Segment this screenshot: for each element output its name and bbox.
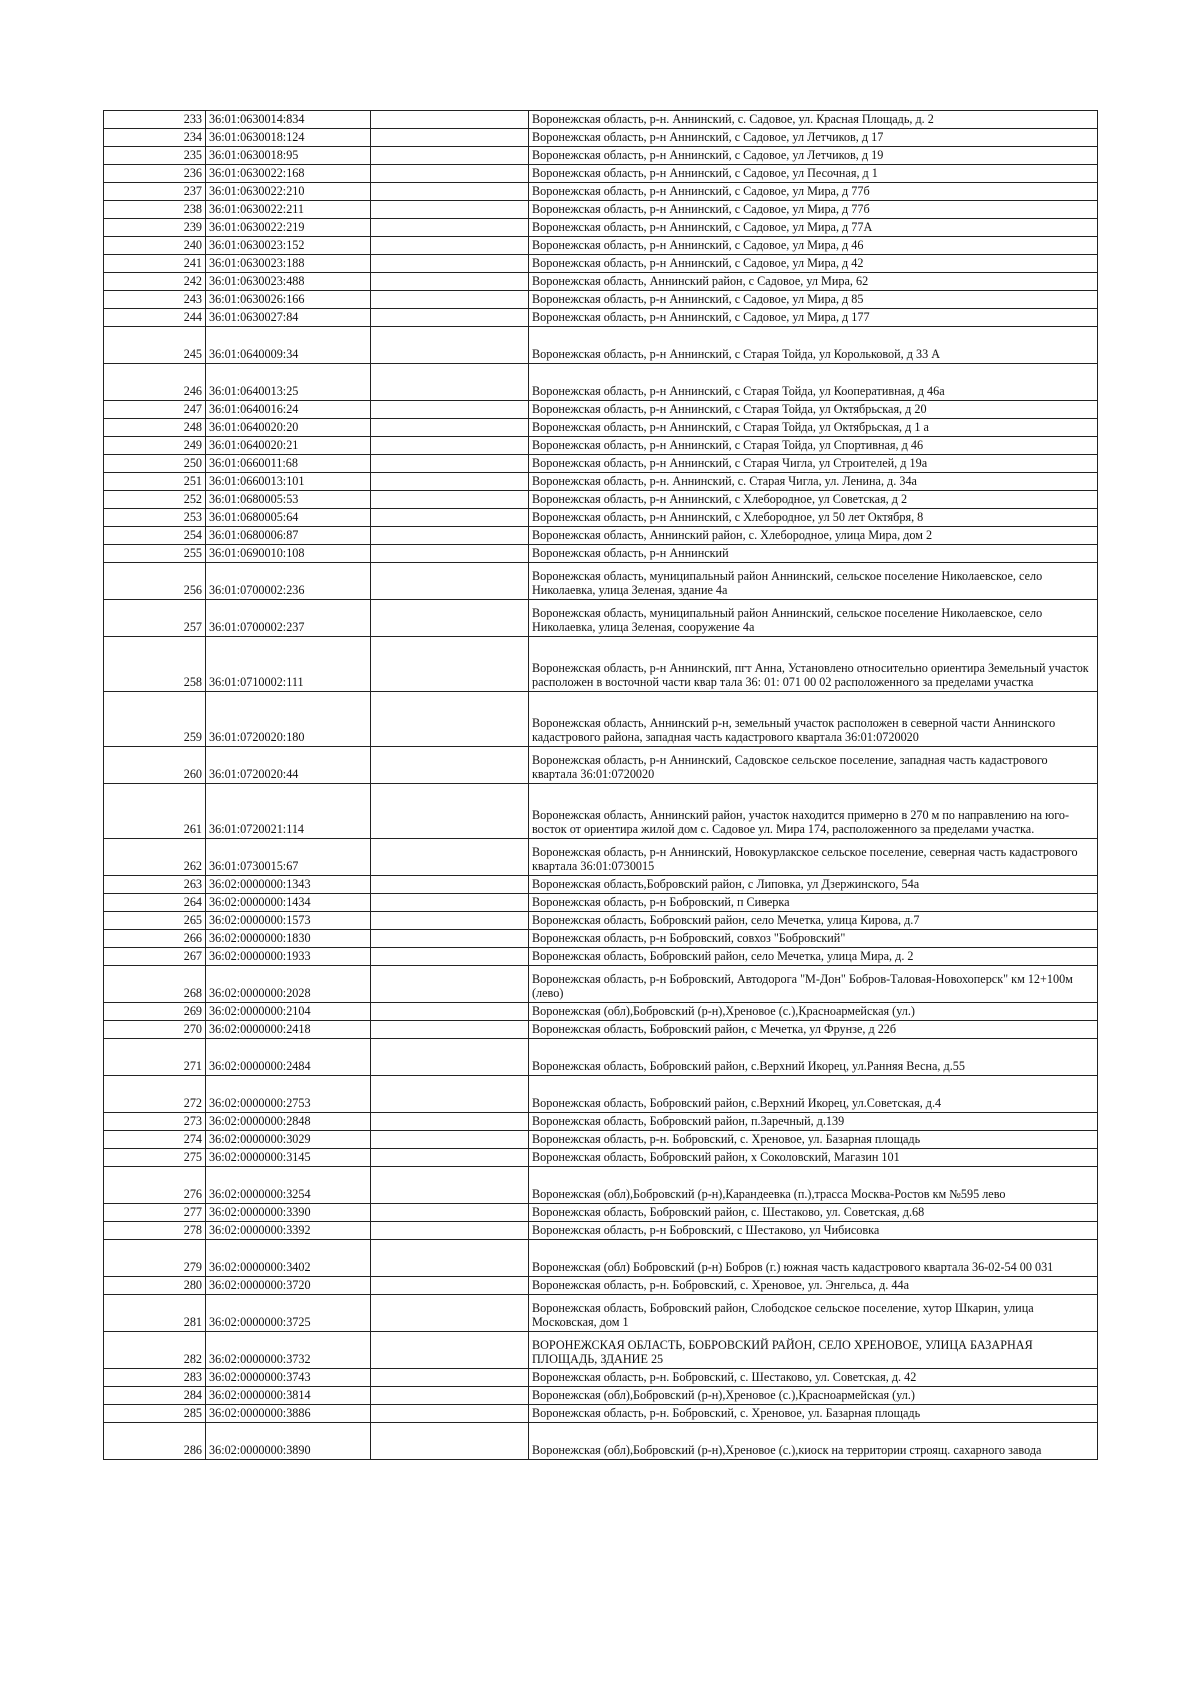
empty-cell — [371, 455, 529, 473]
table-row — [104, 527, 1098, 545]
table-row — [104, 1039, 1098, 1076]
address-cell: Воронежская область, р-н Бобровский, п Сиверка — [529, 894, 1098, 912]
empty-cell — [371, 473, 529, 491]
table-row — [104, 894, 1098, 912]
row-number-cell: 242 — [104, 273, 206, 291]
address-cell: Воронежская область, муниципальный район Аннинский, сельское поселение Николаевское, село Николаевка, улица Зеленая, сооружение 4а — [529, 600, 1098, 637]
empty-cell — [371, 327, 529, 364]
cadastral-registry-table — [103, 110, 1098, 1460]
table-row — [104, 1423, 1098, 1460]
address-cell: Воронежская (обл),Бобровский (р-н),Хреновое (с.),киоск на территории строящ. сахарного завода — [529, 1423, 1098, 1460]
cadastral-number-cell: 36:01:0680005:64 — [206, 509, 371, 527]
cadastral-number-cell: 36:02:0000000:3390 — [206, 1204, 371, 1222]
table-row — [104, 437, 1098, 455]
row-number-cell: 257 — [104, 600, 206, 637]
cadastral-number-cell: 36:02:0000000:3814 — [206, 1387, 371, 1405]
row-number-cell: 260 — [104, 747, 206, 784]
cadastral-number-cell: 36:01:0640009:34 — [206, 327, 371, 364]
row-number-cell: 253 — [104, 509, 206, 527]
cadastral-number-cell: 36:02:0000000:1434 — [206, 894, 371, 912]
address-cell: Воронежская область, Бобровский район, с Мечетка, ул Фрунзе, д 22б — [529, 1021, 1098, 1039]
row-number-cell: 245 — [104, 327, 206, 364]
row-number-cell: 237 — [104, 183, 206, 201]
cadastral-number-cell: 36:01:0690010:108 — [206, 545, 371, 563]
row-number-cell: 233 — [104, 111, 206, 129]
empty-cell — [371, 201, 529, 219]
cadastral-number-cell: 36:01:0640013:25 — [206, 364, 371, 401]
table-row — [104, 692, 1098, 747]
row-number-cell: 271 — [104, 1039, 206, 1076]
table-row — [104, 1113, 1098, 1131]
row-number-cell: 256 — [104, 563, 206, 600]
cadastral-number-cell: 36:02:0000000:3402 — [206, 1240, 371, 1277]
empty-cell — [371, 1423, 529, 1460]
cadastral-number-cell: 36:01:0630022:210 — [206, 183, 371, 201]
address-cell: Воронежская область, р-н. Бобровский, с. Хреновое, ул. Базарная площадь — [529, 1131, 1098, 1149]
address-cell: Воронежская область, р-н Аннинский, с Старая Тойда, ул Октябрьская, д 1 а — [529, 419, 1098, 437]
row-number-cell: 269 — [104, 1003, 206, 1021]
address-cell: Воронежская область, р-н Аннинский, пгт Анна, Установлено относительно ориентира Земельный участок расположен в восточной части квар тала 36: 01: 071 00 02 расположенного за пределами участка — [529, 637, 1098, 692]
cadastral-number-cell: 36:02:0000000:2418 — [206, 1021, 371, 1039]
row-number-cell: 248 — [104, 419, 206, 437]
empty-cell — [371, 545, 529, 563]
table-row — [104, 1204, 1098, 1222]
empty-cell — [371, 600, 529, 637]
empty-cell — [371, 1204, 529, 1222]
cadastral-number-cell: 36:01:0630026:166 — [206, 291, 371, 309]
table-row — [104, 1387, 1098, 1405]
empty-cell — [371, 509, 529, 527]
empty-cell — [371, 364, 529, 401]
cadastral-number-cell: 36:02:0000000:3145 — [206, 1149, 371, 1167]
row-number-cell: 244 — [104, 309, 206, 327]
cadastral-number-cell: 36:01:0710002:111 — [206, 637, 371, 692]
row-number-cell: 274 — [104, 1131, 206, 1149]
empty-cell — [371, 1222, 529, 1240]
table-row — [104, 1277, 1098, 1295]
table-row — [104, 1131, 1098, 1149]
row-number-cell: 249 — [104, 437, 206, 455]
table-row — [104, 291, 1098, 309]
table-row — [104, 563, 1098, 600]
cadastral-number-cell: 36:02:0000000:3254 — [206, 1167, 371, 1204]
empty-cell — [371, 1131, 529, 1149]
table-row — [104, 1240, 1098, 1277]
table-row — [104, 201, 1098, 219]
table-row — [104, 912, 1098, 930]
table-row — [104, 1021, 1098, 1039]
address-cell: Воронежская область, р-н Аннинский, с Старая Тойда, ул Спортивная, д 46 — [529, 437, 1098, 455]
address-cell: Воронежская область, р-н Аннинский, с Садовое, ул Песочная, д 1 — [529, 165, 1098, 183]
empty-cell — [371, 1405, 529, 1423]
table-row — [104, 966, 1098, 1003]
address-cell: Воронежская область, р-н Аннинский, с Хлебородное, ул Советская, д 2 — [529, 491, 1098, 509]
address-cell: Воронежская область, Бобровский район, Слободское сельское поселение, хутор Шкарин, улица Московская, дом 1 — [529, 1295, 1098, 1332]
address-cell: Воронежская область, р-н. Аннинский, с. Садовое, ул. Красная Площадь, д. 2 — [529, 111, 1098, 129]
empty-cell — [371, 291, 529, 309]
row-number-cell: 241 — [104, 255, 206, 273]
empty-cell — [371, 1387, 529, 1405]
cadastral-number-cell: 36:02:0000000:3720 — [206, 1277, 371, 1295]
cadastral-number-cell: 36:01:0720020:180 — [206, 692, 371, 747]
row-number-cell: 246 — [104, 364, 206, 401]
address-cell: Воронежская область, р-н Аннинский, Садовское сельское поселение, западная часть кадастрового квартала 36:01:0720020 — [529, 747, 1098, 784]
empty-cell — [371, 1076, 529, 1113]
address-cell: Воронежская область, Аннинский район, с. Хлебородное, улица Мира, дом 2 — [529, 527, 1098, 545]
cadastral-number-cell: 36:02:0000000:1830 — [206, 930, 371, 948]
address-cell: Воронежская (обл),Бобровский (р-н),Хреновое (с.),Красноармейская (ул.) — [529, 1003, 1098, 1021]
empty-cell — [371, 894, 529, 912]
cadastral-number-cell: 36:01:0730015:67 — [206, 839, 371, 876]
table-row — [104, 255, 1098, 273]
table-row — [104, 839, 1098, 876]
empty-cell — [371, 1295, 529, 1332]
address-cell: Воронежская (обл) Бобровский (р-н) Бобров (г.) южная часть кадастрового квартала 36-02-54 00 031 — [529, 1240, 1098, 1277]
row-number-cell: 266 — [104, 930, 206, 948]
row-number-cell: 273 — [104, 1113, 206, 1131]
empty-cell — [371, 219, 529, 237]
address-cell: Воронежская (обл),Бобровский (р-н),Карандеевка (п.),трасса Москва-Ростов км №595 лево — [529, 1167, 1098, 1204]
row-number-cell: 264 — [104, 894, 206, 912]
cadastral-number-cell: 36:01:0630022:168 — [206, 165, 371, 183]
table-row — [104, 1222, 1098, 1240]
row-number-cell: 234 — [104, 129, 206, 147]
cadastral-number-cell: 36:01:0700002:236 — [206, 563, 371, 600]
row-number-cell: 284 — [104, 1387, 206, 1405]
table-row — [104, 219, 1098, 237]
row-number-cell: 281 — [104, 1295, 206, 1332]
row-number-cell: 286 — [104, 1423, 206, 1460]
address-cell: Воронежская область, р-н. Бобровский, с. Хреновое, ул. Базарная площадь — [529, 1405, 1098, 1423]
row-number-cell: 272 — [104, 1076, 206, 1113]
table-row — [104, 545, 1098, 563]
empty-cell — [371, 1167, 529, 1204]
table-row — [104, 509, 1098, 527]
empty-cell — [371, 1149, 529, 1167]
table-row — [104, 129, 1098, 147]
empty-cell — [371, 1277, 529, 1295]
empty-cell — [371, 1240, 529, 1277]
address-cell: Воронежская область, р-н Аннинский, с Старая Чигла, ул Строителей, д 19а — [529, 455, 1098, 473]
address-cell: Воронежская область, р-н Аннинский, с Старая Тойда, ул Корольковой, д 33 А — [529, 327, 1098, 364]
row-number-cell: 240 — [104, 237, 206, 255]
address-cell: Воронежская область, р-н Аннинский, с Садовое, ул Летчиков, д 19 — [529, 147, 1098, 165]
empty-cell — [371, 273, 529, 291]
row-number-cell: 236 — [104, 165, 206, 183]
empty-cell — [371, 183, 529, 201]
cadastral-number-cell: 36:01:0630023:188 — [206, 255, 371, 273]
empty-cell — [371, 966, 529, 1003]
table-row — [104, 1369, 1098, 1387]
cadastral-number-cell: 36:01:0630023:488 — [206, 273, 371, 291]
empty-cell — [371, 491, 529, 509]
cadastral-number-cell: 36:02:0000000:1933 — [206, 948, 371, 966]
cadastral-number-cell: 36:01:0660013:101 — [206, 473, 371, 491]
row-number-cell: 238 — [104, 201, 206, 219]
row-number-cell: 247 — [104, 401, 206, 419]
row-number-cell: 235 — [104, 147, 206, 165]
address-cell: Воронежская область, р-н Бобровский, с Шестаково, ул Чибисовка — [529, 1222, 1098, 1240]
row-number-cell: 277 — [104, 1204, 206, 1222]
cadastral-number-cell: 36:01:0630018:95 — [206, 147, 371, 165]
row-number-cell: 279 — [104, 1240, 206, 1277]
address-cell: Воронежская область, Бобровский район, с.Верхний Икорец, ул.Советская, д.4 — [529, 1076, 1098, 1113]
empty-cell — [371, 912, 529, 930]
table-row — [104, 455, 1098, 473]
table-row — [104, 309, 1098, 327]
cadastral-number-cell: 36:02:0000000:3725 — [206, 1295, 371, 1332]
cadastral-number-cell: 36:01:0630018:124 — [206, 129, 371, 147]
empty-cell — [371, 930, 529, 948]
address-cell: Воронежская область, р-н Аннинский, с Старая Тойда, ул Кооперативная, д 46а — [529, 364, 1098, 401]
address-cell: Воронежская область, муниципальный район Аннинский, сельское поселение Николаевское, село Николаевка, улица Зеленая, здание 4а — [529, 563, 1098, 600]
cadastral-number-cell: 36:01:0640020:20 — [206, 419, 371, 437]
table-row — [104, 165, 1098, 183]
empty-cell — [371, 1332, 529, 1369]
cadastral-number-cell: 36:01:0700002:237 — [206, 600, 371, 637]
table-row — [104, 1167, 1098, 1204]
cadastral-number-cell: 36:02:0000000:3886 — [206, 1405, 371, 1423]
table-row — [104, 1003, 1098, 1021]
cadastral-number-cell: 36:01:0680005:53 — [206, 491, 371, 509]
address-cell: Воронежская область, р-н Аннинский, с Хлебородное, ул 50 лет Октября, 8 — [529, 509, 1098, 527]
address-cell: Воронежская область, р-н Аннинский, Новокурлакское сельское поселение, северная часть кадастрового квартала 36:01:0730015 — [529, 839, 1098, 876]
row-number-cell: 261 — [104, 784, 206, 839]
table-row — [104, 637, 1098, 692]
address-cell: Воронежская область, Бобровский район, с. Шестаково, ул. Советская, д.68 — [529, 1204, 1098, 1222]
row-number-cell: 258 — [104, 637, 206, 692]
table-row — [104, 491, 1098, 509]
address-cell: Воронежская область, р-н. Бобровский, с. Шестаково, ул. Советская, д. 42 — [529, 1369, 1098, 1387]
cadastral-number-cell: 36:02:0000000:2753 — [206, 1076, 371, 1113]
address-cell: Воронежская область, р-н Аннинский, с Садовое, ул Летчиков, д 17 — [529, 129, 1098, 147]
cadastral-number-cell: 36:02:0000000:1573 — [206, 912, 371, 930]
address-cell: Воронежская область, р-н Аннинский, с Садовое, ул Мира, д 77А — [529, 219, 1098, 237]
address-cell: Воронежская область, Аннинский р-н, земельный участок расположен в северной части Аннинского кадастрового района, западная часть кадастрового квартала 36:01:0720020 — [529, 692, 1098, 747]
row-number-cell: 251 — [104, 473, 206, 491]
address-cell: Воронежская область, р-н Аннинский — [529, 545, 1098, 563]
cadastral-number-cell: 36:01:0680006:87 — [206, 527, 371, 545]
empty-cell — [371, 563, 529, 600]
empty-cell — [371, 527, 529, 545]
table-row — [104, 419, 1098, 437]
empty-cell — [371, 1021, 529, 1039]
empty-cell — [371, 255, 529, 273]
row-number-cell: 280 — [104, 1277, 206, 1295]
cadastral-number-cell: 36:01:0630022:219 — [206, 219, 371, 237]
address-cell: ВОРОНЕЖСКАЯ ОБЛАСТЬ, БОБРОВСКИЙ РАЙОН, СЕЛО ХРЕНОВОЕ, УЛИЦА БАЗАРНАЯ ПЛОЩАДЬ, ЗДАНИЕ 25 — [529, 1332, 1098, 1369]
table-row — [104, 273, 1098, 291]
cadastral-number-cell: 36:02:0000000:3743 — [206, 1369, 371, 1387]
cadastral-number-cell: 36:02:0000000:3392 — [206, 1222, 371, 1240]
address-cell: Воронежская область, р-н Аннинский, с Садовое, ул Мира, д 42 — [529, 255, 1098, 273]
row-number-cell: 282 — [104, 1332, 206, 1369]
table-row — [104, 473, 1098, 491]
row-number-cell: 275 — [104, 1149, 206, 1167]
cadastral-number-cell: 36:02:0000000:3890 — [206, 1423, 371, 1460]
empty-cell — [371, 637, 529, 692]
table-row — [104, 747, 1098, 784]
empty-cell — [371, 1113, 529, 1131]
table-row — [104, 784, 1098, 839]
table-row — [104, 1295, 1098, 1332]
table-row — [104, 876, 1098, 894]
cadastral-number-cell: 36:01:0720021:114 — [206, 784, 371, 839]
row-number-cell: 254 — [104, 527, 206, 545]
table-row — [104, 1405, 1098, 1423]
empty-cell — [371, 111, 529, 129]
cadastral-number-cell: 36:01:0630023:152 — [206, 237, 371, 255]
row-number-cell: 278 — [104, 1222, 206, 1240]
table-row — [104, 364, 1098, 401]
row-number-cell: 267 — [104, 948, 206, 966]
cadastral-number-cell: 36:02:0000000:3029 — [206, 1131, 371, 1149]
table-row — [104, 401, 1098, 419]
address-cell: Воронежская область, Бобровский район, село Мечетка, улица Мира, д. 2 — [529, 948, 1098, 966]
address-cell: Воронежская область, р-н Аннинский, с Садовое, ул Мира, д 85 — [529, 291, 1098, 309]
row-number-cell: 243 — [104, 291, 206, 309]
table-row — [104, 600, 1098, 637]
cadastral-number-cell: 36:01:0640016:24 — [206, 401, 371, 419]
address-cell: Воронежская область, Бобровский район, п.Заречный, д.139 — [529, 1113, 1098, 1131]
cadastral-number-cell: 36:01:0720020:44 — [206, 747, 371, 784]
empty-cell — [371, 437, 529, 455]
empty-cell — [371, 747, 529, 784]
row-number-cell: 255 — [104, 545, 206, 563]
address-cell: Воронежская область, р-н Бобровский, совхоз "Бобровский" — [529, 930, 1098, 948]
table-row — [104, 1332, 1098, 1369]
address-cell: Воронежская область, р-н Аннинский, с Садовое, ул Мира, д 46 — [529, 237, 1098, 255]
row-number-cell: 265 — [104, 912, 206, 930]
cadastral-number-cell: 36:01:0660011:68 — [206, 455, 371, 473]
address-cell: Воронежская область, Бобровский район, село Мечетка, улица Кирова, д.7 — [529, 912, 1098, 930]
empty-cell — [371, 309, 529, 327]
address-cell: Воронежская область, р-н Аннинский, с Садовое, ул Мира, д 77б — [529, 183, 1098, 201]
table-row — [104, 1149, 1098, 1167]
address-cell: Воронежская область, р-н Аннинский, с Садовое, ул Мира, д 177 — [529, 309, 1098, 327]
table-row — [104, 930, 1098, 948]
empty-cell — [371, 129, 529, 147]
empty-cell — [371, 784, 529, 839]
address-cell: Воронежская (обл),Бобровский (р-н),Хреновое (с.),Красноармейская (ул.) — [529, 1387, 1098, 1405]
address-cell: Воронежская область, Бобровский район, с.Верхний Икорец, ул.Ранняя Весна, д.55 — [529, 1039, 1098, 1076]
cadastral-number-cell: 36:01:0630014:834 — [206, 111, 371, 129]
row-number-cell: 276 — [104, 1167, 206, 1204]
table-row — [104, 327, 1098, 364]
table-row — [104, 111, 1098, 129]
empty-cell — [371, 147, 529, 165]
empty-cell — [371, 839, 529, 876]
empty-cell — [371, 876, 529, 894]
empty-cell — [371, 237, 529, 255]
row-number-cell: 250 — [104, 455, 206, 473]
empty-cell — [371, 692, 529, 747]
address-cell: Воронежская область,Бобровский район, с Липовка, ул Дзержинского, 54а — [529, 876, 1098, 894]
cadastral-number-cell: 36:01:0640020:21 — [206, 437, 371, 455]
address-cell: Воронежская область, р-н Аннинский, с Старая Тойда, ул Октябрьская, д 20 — [529, 401, 1098, 419]
table-row — [104, 237, 1098, 255]
address-cell: Воронежская область, р-н. Бобровский, с. Хреновое, ул. Энгельса, д. 44а — [529, 1277, 1098, 1295]
cadastral-number-cell: 36:02:0000000:2104 — [206, 1003, 371, 1021]
row-number-cell: 252 — [104, 491, 206, 509]
empty-cell — [371, 1369, 529, 1387]
address-cell: Воронежская область, Аннинский район, с Садовое, ул Мира, 62 — [529, 273, 1098, 291]
empty-cell — [371, 165, 529, 183]
empty-cell — [371, 1003, 529, 1021]
row-number-cell: 270 — [104, 1021, 206, 1039]
empty-cell — [371, 1039, 529, 1076]
address-cell: Воронежская область, Аннинский район, участок находится примерно в 270 м по направлению на юго-восток от ориентира жилой дом с. Садовое ул. Мира 174, расположенного за пределами участка. — [529, 784, 1098, 839]
registry-body — [104, 111, 1098, 1460]
cadastral-number-cell: 36:01:0630022:211 — [206, 201, 371, 219]
row-number-cell: 262 — [104, 839, 206, 876]
address-cell: Воронежская область, р-н Аннинский, с Садовое, ул Мира, д 77б — [529, 201, 1098, 219]
cadastral-number-cell: 36:01:0630027:84 — [206, 309, 371, 327]
cadastral-number-cell: 36:02:0000000:2484 — [206, 1039, 371, 1076]
cadastral-number-cell: 36:02:0000000:1343 — [206, 876, 371, 894]
cadastral-number-cell: 36:02:0000000:3732 — [206, 1332, 371, 1369]
row-number-cell: 263 — [104, 876, 206, 894]
empty-cell — [371, 401, 529, 419]
cadastral-number-cell: 36:02:0000000:2848 — [206, 1113, 371, 1131]
empty-cell — [371, 419, 529, 437]
table-row — [104, 147, 1098, 165]
row-number-cell: 259 — [104, 692, 206, 747]
table-row — [104, 1076, 1098, 1113]
table-row — [104, 948, 1098, 966]
row-number-cell: 268 — [104, 966, 206, 1003]
table-row — [104, 183, 1098, 201]
row-number-cell: 239 — [104, 219, 206, 237]
row-number-cell: 283 — [104, 1369, 206, 1387]
row-number-cell: 285 — [104, 1405, 206, 1423]
address-cell: Воронежская область, р-н Бобровский, Автодорога "М-Дон" Бобров-Таловая-Новохоперск" км 12+100м (лево) — [529, 966, 1098, 1003]
address-cell: Воронежская область, р-н. Аннинский, с. Старая Чигла, ул. Ленина, д. 34а — [529, 473, 1098, 491]
address-cell: Воронежская область, Бобровский район, х Соколовский, Магазин 101 — [529, 1149, 1098, 1167]
cadastral-number-cell: 36:02:0000000:2028 — [206, 966, 371, 1003]
empty-cell — [371, 948, 529, 966]
